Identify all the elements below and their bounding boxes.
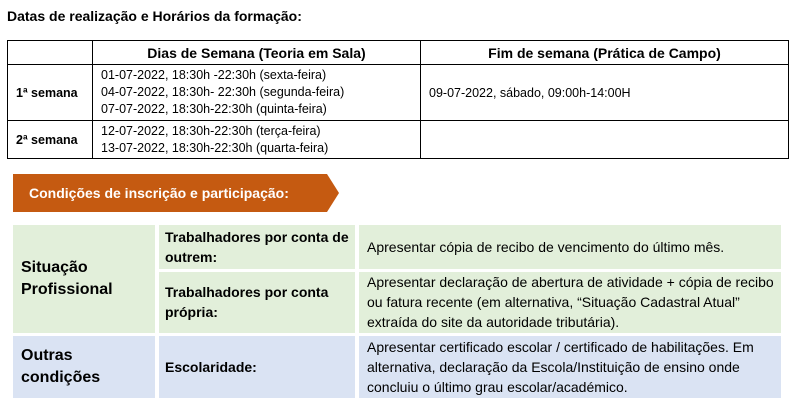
section-title: Datas de realização e Horários da formação: bbox=[7, 8, 302, 24]
date-line: 13-07-2022, 18:30h-22:30h (quarta-feira) bbox=[101, 140, 329, 155]
conditions-table-professional bbox=[13, 225, 785, 336]
schedule-table bbox=[7, 40, 789, 159]
condition-category: Escolaridade: bbox=[157, 336, 357, 399]
weekend-date: 09-07-2022, sábado, 09:00h-14:00H bbox=[421, 65, 789, 121]
condition-category: Trabalhadores por conta de outrem: bbox=[157, 225, 357, 270]
schedule-header-row bbox=[8, 41, 789, 65]
header-weekend: Fim de semana (Prática de Campo) bbox=[421, 41, 789, 65]
condition-requirement: Apresentar cópia de recibo de vencimento do último mês. bbox=[357, 225, 783, 270]
condition-category: Trabalhadores por conta própria: bbox=[157, 270, 357, 334]
week-label: 1ª semana bbox=[8, 65, 93, 121]
condition-requirement: Apresentar declaração de abertura de atividade + cópia de recibo ou fatura recente (em alternativa, “Situação Cadastral Atual” extraída do site da autoridade tributária). bbox=[357, 270, 783, 334]
conditions-table-other bbox=[13, 336, 785, 401]
condition-row bbox=[13, 225, 783, 270]
condition-row bbox=[13, 336, 783, 399]
date-line: 01-07-2022, 18:30h -22:30h (sexta-feira) bbox=[101, 68, 327, 82]
schedule-row-week2 bbox=[8, 121, 789, 159]
header-empty bbox=[8, 41, 93, 65]
weekday-dates bbox=[93, 65, 421, 121]
situacao-label: Situação Profissional bbox=[13, 225, 157, 334]
schedule-row-week1 bbox=[8, 65, 789, 121]
week-label: 2ª semana bbox=[8, 121, 93, 159]
weekend-date bbox=[421, 121, 789, 159]
date-line: 04-07-2022, 18:30h- 22:30h (segunda-feira) bbox=[101, 85, 345, 99]
date-line: 07-07-2022, 18:30h-22:30h (quinta-feira) bbox=[101, 102, 327, 116]
outras-label: Outras condições bbox=[13, 336, 157, 399]
weekday-dates bbox=[93, 121, 421, 159]
condition-requirement: Apresentar certificado escolar / certificado de habilitações. Em alternativa, declaração da Escola/Instituição de ensino onde concluiu o último grau escolar/académico. bbox=[357, 336, 783, 399]
header-weekdays: Dias de Semana (Teoria em Sala) bbox=[93, 41, 421, 65]
conditions-banner: Condições de inscrição e participação: bbox=[13, 174, 327, 212]
date-line: 12-07-2022, 18:30h-22:30h (terça-feira) bbox=[101, 123, 321, 138]
